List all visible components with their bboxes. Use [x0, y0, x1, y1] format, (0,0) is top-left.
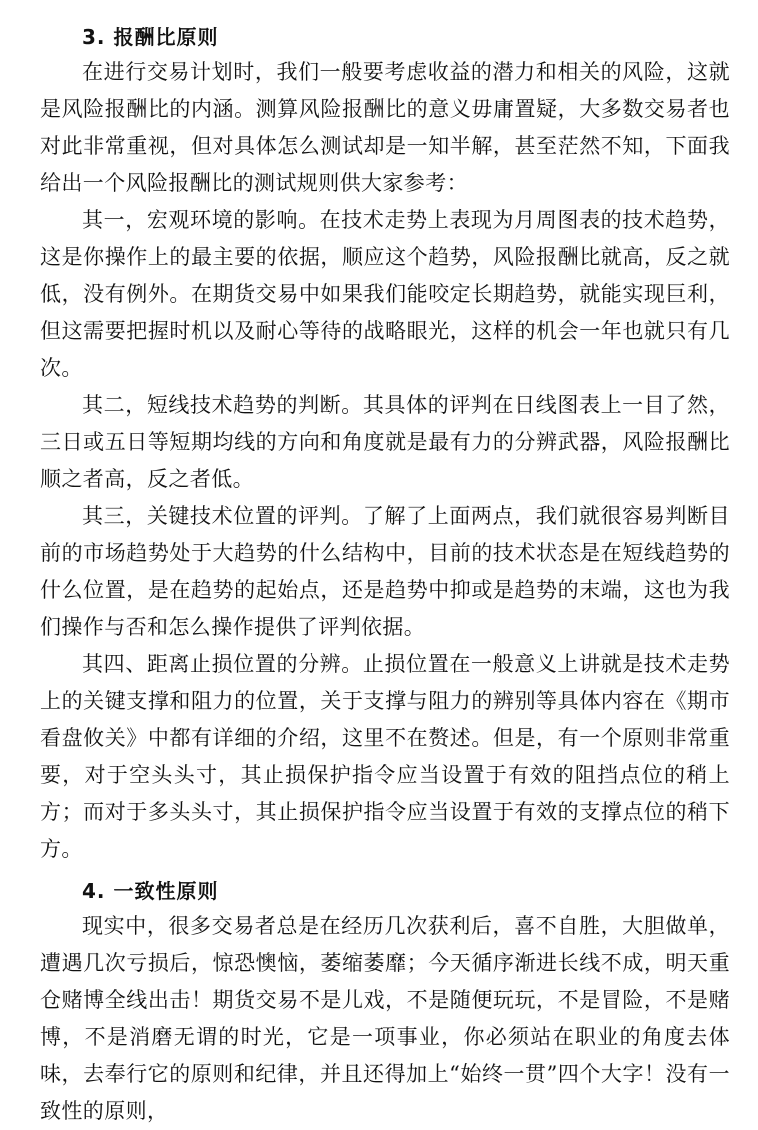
paragraph-point-two: 其二，短线技术趋势的判断。其具体的评判在日线图表上一目了然，三日或五日等短期均线的方向和角度就是最有力的分辨武器，风险报酬比顺之者高，反之者低。: [40, 393, 730, 491]
paragraph-point-four: 其四、距离止损位置的分辨。止损位置在一般意义上讲就是技术走势上的关键支撑和阻力的位置，关于支撑与阻力的辨别等具体内容在《期市看盘攸关》中都有详细的介绍，这里不在赘述。但是，有一个原则非常重要，对于空头头寸，其止损保护指令应当设置于有效的阻挡点位的稍上方；而对于多头头寸，其止损保护指令应当设置于有效的支撑点位的稍下方。: [40, 652, 730, 861]
section-heading-risk-reward: 3. 报酬比原则: [82, 25, 219, 49]
paragraph-intro: 在进行交易计划时，我们一般要考虑收益的潜力和相关的风险，这就是风险报酬比的内涵。测算风险报酬比的意义毋庸置疑，大多数交易者也对此非常重视，但对具体怎么测试却是一知半解，甚至茫然不知，下面我给出一个风险报酬比的测试规则供大家参考：: [40, 60, 730, 195]
paragraph-point-three: 其三，关键技术位置的评判。了解了上面两点，我们就很容易判断目前的市场趋势处于大趋势的什么结构中，目前的技术状态是在短线趋势的什么位置，是在趋势的起始点，还是趋势中抑或是趋势的末端，这也为我们操作与否和怎么操作提供了评判依据。: [40, 504, 730, 639]
paragraph-consistency: 现实中，很多交易者总是在经历几次获利后，喜不自胜，大胆做单，遭遇几次亏损后，惊恐懊恼，萎缩萎靡；今天循序渐进长线不成，明天重仓赌博全线出击！期货交易不是儿戏，不是随便玩玩，不是冒险，不是赌博，不是消磨无谓的时光，它是一项事业，你必须站在职业的角度去体味，去奉行它的原则和纪律，并且还得加上“始终一贯”四个大字！没有一致性的原则，: [40, 914, 730, 1123]
paragraph-point-one: 其一，宏观环境的影响。在技术走势上表现为月周图表的技术趋势，这是你操作上的最主要的依据，顺应这个趋势，风险报酬比就高，反之就低，没有例外。在期货交易中如果我们能咬定长期趋势，就能实现巨利，但这需要把握时机以及耐心等待的战略眼光，这样的机会一年也就只有几次。: [40, 208, 730, 380]
section-heading-consistency: 4. 一致性原则: [82, 879, 219, 903]
